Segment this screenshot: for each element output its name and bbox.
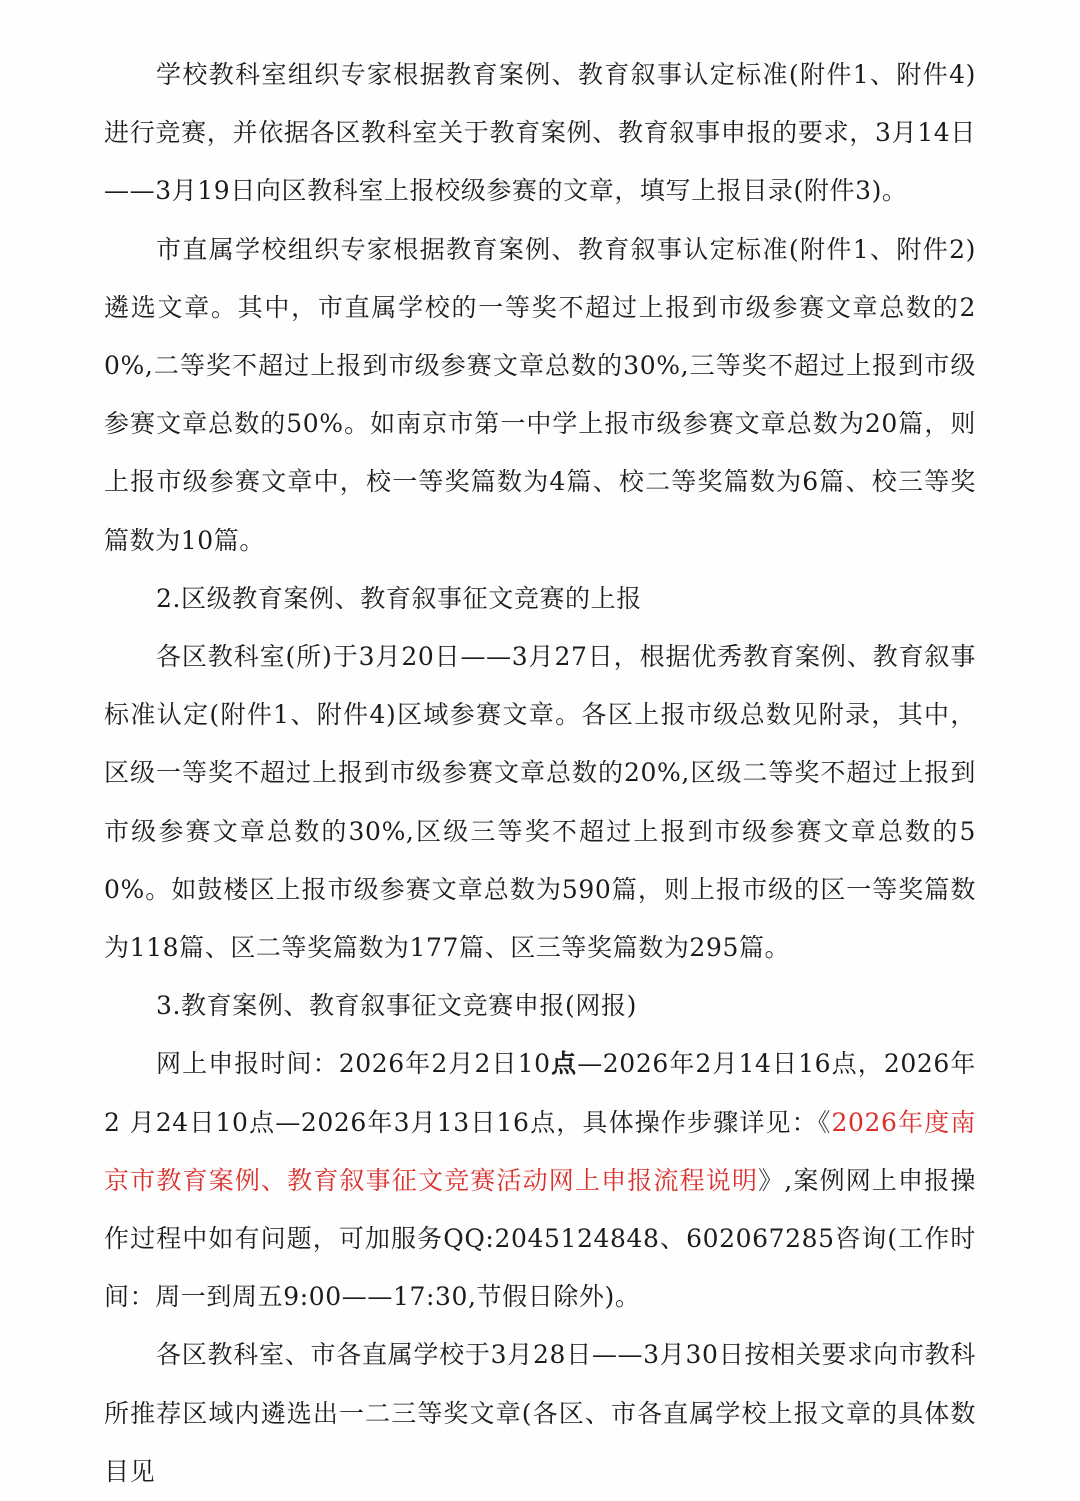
section-heading-online: 3.教育案例、教育叙事征文竞赛申报(网报): [156, 991, 637, 1021]
online-help-text: 》,案例网上申报操作过程中如有问题，可加服务QQ:2045124848、602067285咨询(工作时间：周一到周五9:00——17:30,节假日除外)。: [104, 1165, 976, 1312]
paragraph-district-submission: 各区教科室(所)于3月20日——3月27日，根据优秀教育案例、教育叙事标准认定(附件1、附件4)区域参赛文章。各区上报市级总数见附录，其中，区级一等奖不超过上报到市级参赛文章总数的20%,区级二等奖不超过上报到市级参赛文章总数的30%,区级三等奖不超过上报到市级参赛文章总数的50%。如鼓楼区上报市级参赛文章总数为590篇，则上报市级的区一等奖篇数为118篇、区二等奖篇数为177篇、区三等奖篇数为295篇。: [104, 642, 976, 963]
paragraph-recommendation: 各区教科室、市各直属学校于3月28日——3月30日按相关要求向市教科所推荐区域内遴选出一二三等奖文章(各区、市各直属学校上报文章的具体数目见: [104, 1340, 976, 1486]
paragraph-online-submission: [104, 1035, 976, 1326]
section-heading-district: 2.区级教育案例、教育叙事征文竞赛的上报: [156, 583, 642, 613]
paragraph-school-competition: 学校教科室组织专家根据教育案例、教育叙事认定标准(附件1、附件4) 进行竞赛，并依据各区教科室关于教育案例、教育叙事申报的要求，3月14日——3月19日向区教科室上报校级参赛的文章，填写上报目录(附件3)。: [104, 60, 976, 206]
online-time-text-continued: —2026年2月14日16点，2026年2 月24日10点—2026年3月13日16点，具体操作步骤详见：《: [104, 1049, 977, 1137]
online-time-bold-char: 点: [550, 1049, 578, 1079]
process-guide-link[interactable]: 2026年度南京市教育案例、教育叙事征文竞赛活动网上申报流程说明: [104, 1107, 976, 1195]
online-time-text: 网上申报时间：2026年2月2日10: [156, 1049, 551, 1079]
paragraph-municipal-selection: 市直属学校组织专家根据教育案例、教育叙事认定标准(附件1、附件2)遴选文章。其中，市直属学校的一等奖不超过上报到市级参赛文章总数的20%,二等奖不超过上报到市级参赛文章总数的30%,三等奖不超过上报到市级参赛文章总数的50%。如南京市第一中学上报市级参赛文章总数为20篇，则上报市级参赛文章中，校一等奖篇数为4篇、校二等奖篇数为6篇、校三等奖篇数为10篇。: [104, 234, 976, 555]
